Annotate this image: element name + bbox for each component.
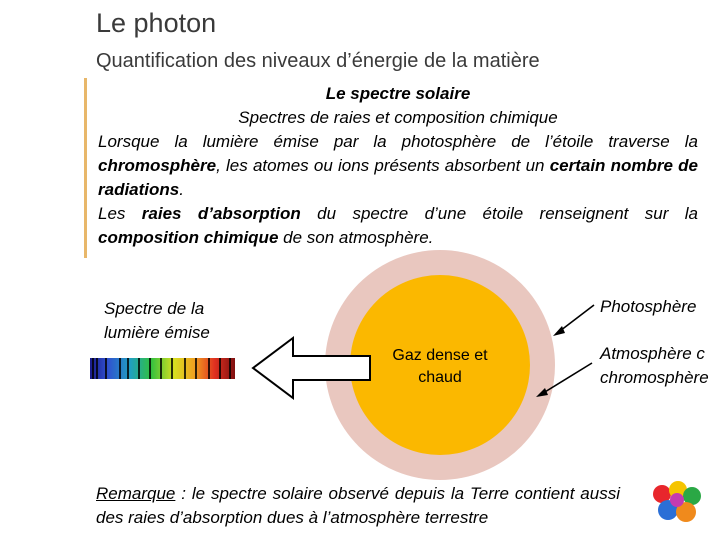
atmosphere-label-line1: Atmosphère c [600, 344, 705, 363]
slide-subtitle: Quantification des niveaux d’énergie de la matière [96, 50, 540, 72]
section-heading: Le spectre solaire [325, 84, 471, 103]
para2-text-2: du spectre d’une étoile renseignent sur la [300, 204, 698, 223]
atmosphere-label [600, 342, 709, 390]
remark-paragraph [96, 482, 620, 530]
colored-balls-logo-icon [648, 478, 708, 528]
gas-label [380, 345, 500, 389]
spectrum-label-line1: Spectre de la [104, 299, 205, 318]
para2-bold-composition: composition chimique [98, 228, 279, 247]
slide-title: Le photon [96, 8, 217, 38]
paragraph-chromosphere [98, 130, 698, 202]
spectrum-label-line2: lumière émise [104, 323, 210, 342]
section-subheading: Spectres de raies et composition chimique [238, 108, 558, 127]
emission-spectrum-bar [90, 358, 235, 379]
atmosphere-label-line2: chromosphère [600, 368, 709, 387]
para2-text-3: de son atmosphère. [278, 228, 434, 247]
para1-bold-chromosphere: chromosphère [98, 156, 217, 175]
para1-text-3: . [179, 180, 184, 199]
para1-bold-radiations: certain nombre de radiations [98, 156, 699, 199]
gas-label-line2: chaud [418, 369, 462, 386]
spectrum-label [104, 297, 210, 345]
photosphere-label: Photosphère [600, 297, 697, 316]
para2-bold-raies: raies d’absorption [141, 204, 301, 223]
remark-label: Remarque [96, 484, 176, 503]
para2-text-1: Les [98, 204, 142, 223]
remark-text: : le spectre solaire observé depuis la Terre contient aussi des raies d’absorption dues à l’atmosphère terrestre [96, 484, 620, 527]
gas-label-line1: Gaz dense et [392, 347, 488, 364]
para1-text-1: Lorsque la lumière émise par la photosphère de l’étoile traverse la [98, 132, 698, 151]
paragraph-absorption [98, 202, 698, 250]
accent-rule [84, 78, 87, 258]
para1-text-2: , les atomes ou ions présents absorbent un [216, 156, 550, 175]
